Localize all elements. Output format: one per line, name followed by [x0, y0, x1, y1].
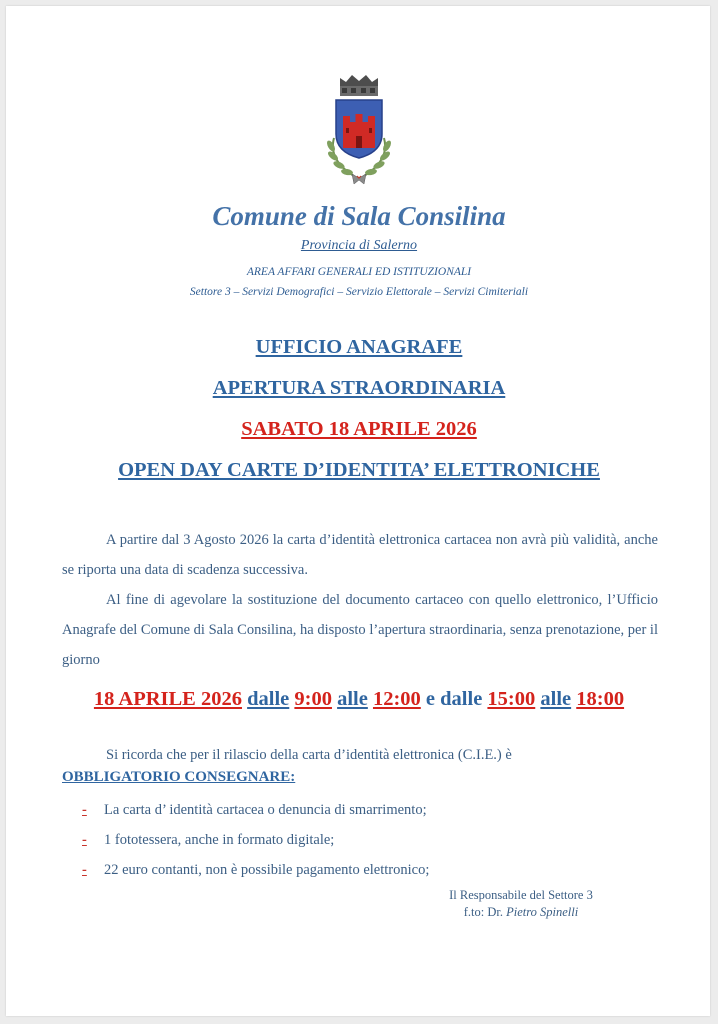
- hours-dalle: dalle: [247, 688, 290, 710]
- bullet-dash: -: [82, 862, 87, 878]
- heading-open-day: OPEN DAY CARTE D’IDENTITA’ ELETTRONICHE: [118, 459, 600, 481]
- municipal-coat-of-arms: [314, 72, 404, 190]
- paragraph-opening: Al fine di agevolare la sostituzione del documento cartaceo con quello elettronico, l’Ufficio Anagrafe del Comune di Sala Consilina, ha disposto l’apertura straordinaria, senza prenotazione, per il giorno: [62, 592, 658, 668]
- hours-alle: alle: [337, 688, 368, 710]
- heading-opening: APERTURA STRAORDINARIA: [212, 377, 506, 399]
- paragraph-validity: A partire dal 3 Agosto 2026 la carta d’identità elettronica cartacea non avrà più validità, anche se riporta una data di scadenza successiva.: [62, 532, 658, 578]
- sector-line: Settore 3 – Servizi Demografici – Servizio Elettorale – Servizi Cimiteriali: [189, 286, 529, 298]
- hours-alle-2: alle: [540, 688, 572, 710]
- requirements-intro: Si ricorda che per il rilascio della carta d’identità elettronica (C.I.E.) è: [106, 747, 512, 763]
- department-area: AREA AFFARI GENERALI ED ISTITUZIONALI: [246, 266, 472, 278]
- hours-start-morning: 9:00: [294, 688, 332, 710]
- heading-date: SABATO 18 APRILE 2026: [241, 418, 477, 440]
- signature-role: Il Responsabile del Settore 3: [449, 888, 593, 902]
- list-item-text: 1 fototessera, anche in formato digitale;: [104, 832, 335, 848]
- list-item-text: 22 euro contanti, non è possibile pagamento elettronico;: [104, 862, 430, 878]
- bullet-dash: -: [82, 832, 87, 848]
- hours-end-morning: 12:00: [372, 688, 421, 710]
- hours-start-afternoon: 15:00: [487, 688, 536, 710]
- hours-date: 18 APRILE 2026: [93, 688, 242, 710]
- bullet-dash: -: [82, 802, 87, 818]
- province-subtitle: Provincia di Salerno: [300, 238, 418, 253]
- signature-prefix: f.to: Dr.: [463, 905, 503, 919]
- hours-e-dalle: e dalle: [425, 688, 483, 710]
- hours-end-afternoon: 18:00: [576, 688, 625, 710]
- list-item-text: La carta d’ identità cartacea o denuncia di smarrimento;: [104, 802, 427, 818]
- opening-hours: [0, 688, 718, 711]
- heading-office: UFFICIO ANAGRAFE: [255, 336, 463, 358]
- signature-name-line: [430, 905, 612, 920]
- municipality-title: Comune di Sala Consilina: [212, 201, 506, 231]
- requirements-label: OBBLIGATORIO CONSEGNARE:: [62, 769, 296, 785]
- signature-name: Pietro Spinelli: [506, 905, 579, 919]
